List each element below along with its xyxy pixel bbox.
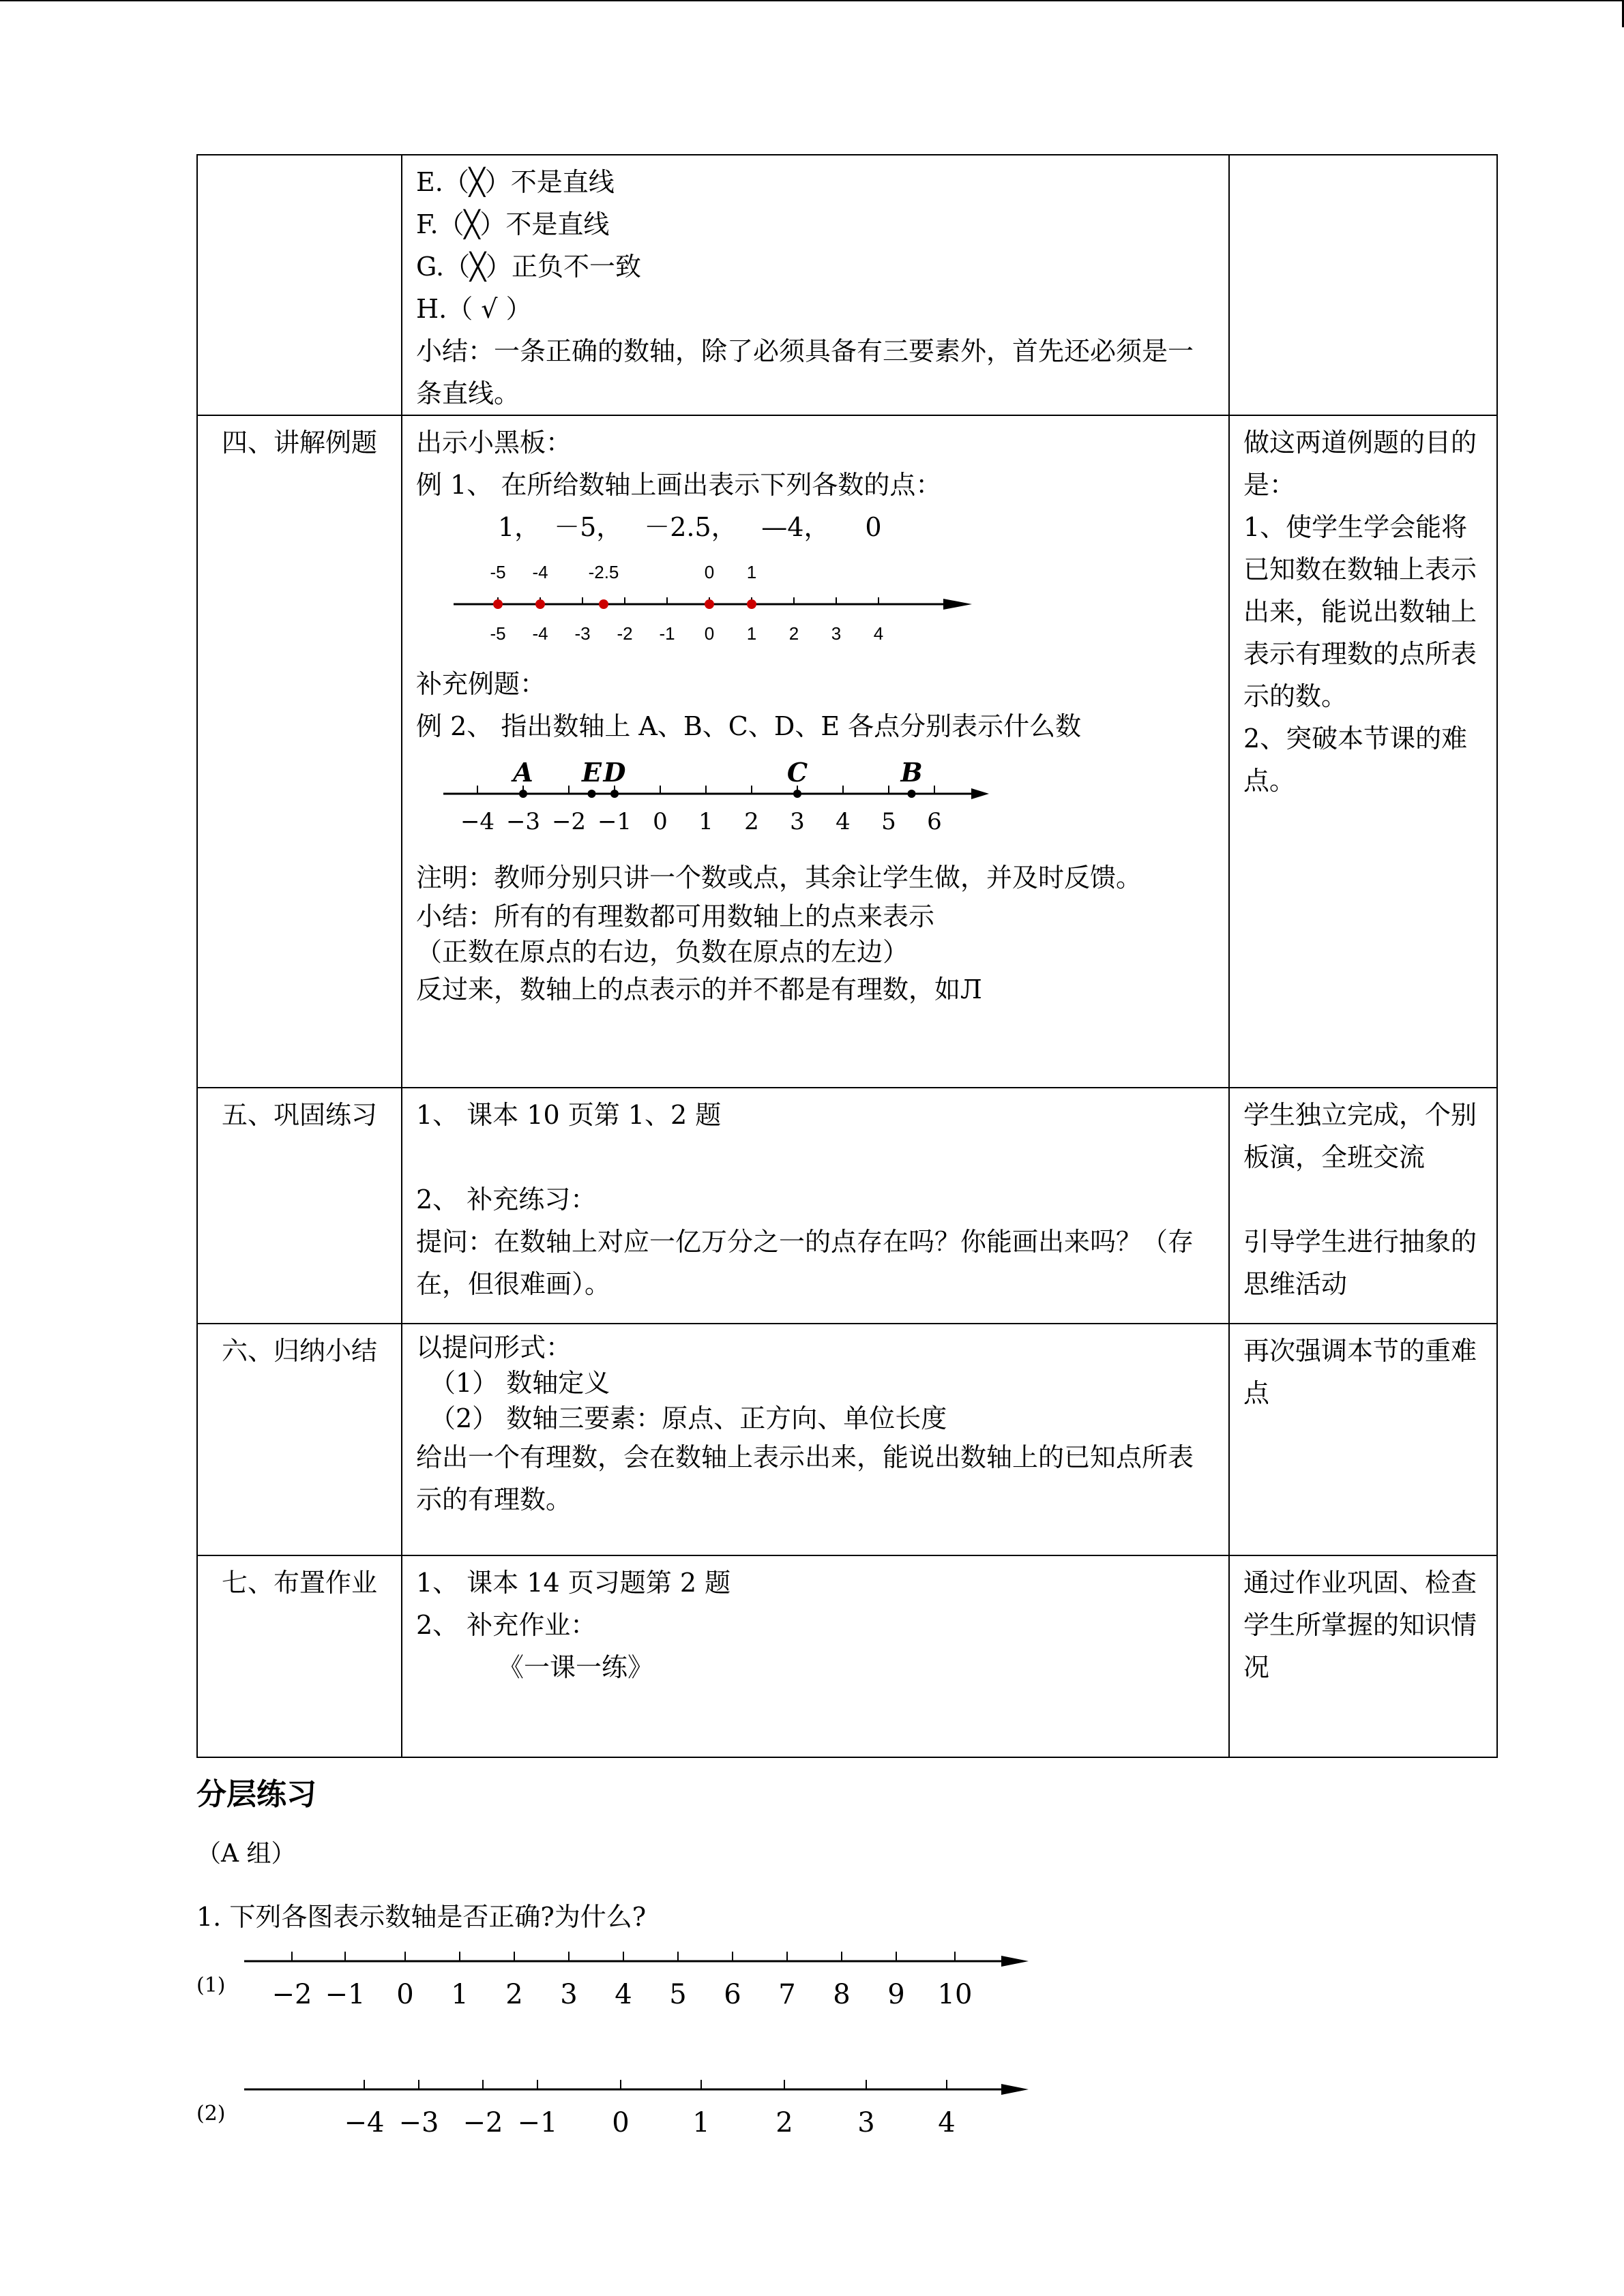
- given-number: 0: [865, 512, 882, 542]
- content-cell: [402, 1088, 1229, 1324]
- lesson-plan-table: [196, 154, 1498, 1758]
- example-2-title: 例 2、 指出数轴上 A、B、C、D、E 各点分别表示什么数: [416, 711, 1082, 741]
- note-cell: [1229, 1555, 1497, 1757]
- content-cell: [402, 1324, 1229, 1555]
- content-line: （2） 数轴三要素：原点、正方向、单位长度: [430, 1403, 947, 1433]
- tick-label: 1: [746, 623, 757, 644]
- point-label: 1: [746, 562, 757, 582]
- note-cell: [1229, 415, 1497, 1088]
- group-label: （A 组）: [196, 1840, 296, 1868]
- tick-label: 6: [724, 1979, 741, 2010]
- content-line: 提问：在数轴上对应一亿万分之一的点存在吗？你能画出来吗？（存在，但很难画）。: [416, 1227, 1194, 1299]
- arrow-head: [971, 788, 989, 799]
- tick-label: -1: [659, 623, 675, 644]
- tick-label: −4: [344, 2107, 385, 2138]
- note-line: 再次强调本节的重难点: [1243, 1336, 1477, 1408]
- given-number: —4，: [761, 512, 830, 542]
- arrow-head: [943, 599, 972, 610]
- tick-label: −2: [271, 1979, 312, 2010]
- option-h: H.（ √ ）: [416, 294, 532, 324]
- data-point: [610, 790, 619, 798]
- given-number: 1，: [498, 512, 541, 542]
- tick-label: 3: [560, 1979, 578, 2010]
- summary-text: 小结：一条正确的数轴，除了必须具备有三要素外，首先还必须是一条直线。: [416, 336, 1194, 408]
- table-row-practice: [197, 1088, 1497, 1324]
- point-letter: E: [582, 757, 602, 788]
- data-point: [535, 599, 545, 609]
- figure-label: (2): [196, 2102, 226, 2126]
- number-line-example-2: [423, 747, 989, 850]
- tick-label: −2: [462, 2107, 503, 2138]
- tick-label: 10: [937, 1979, 973, 2010]
- tick-label: -3: [574, 623, 591, 644]
- tick-label: 1: [698, 808, 713, 835]
- number-line-figure-1: [224, 1942, 1076, 2024]
- data-point: [599, 599, 608, 609]
- tick-label: 8: [833, 1979, 851, 2010]
- point-label: 0: [704, 562, 715, 582]
- table-row-summary: [197, 1324, 1497, 1555]
- point-letter: B: [900, 757, 923, 788]
- tick-label: -5: [490, 623, 506, 644]
- content-line: 给出一个有理数，会在数轴上表示出来，能说出数轴上的已知点所表示的有理数。: [416, 1442, 1194, 1515]
- tick-label: −3: [398, 2107, 439, 2138]
- note-text: 注明：教师分别只讲一个数或点，其余让学生做，并及时反馈。: [416, 863, 1142, 893]
- table-row-homework: [197, 1555, 1497, 1757]
- tick-label: 3: [831, 623, 842, 644]
- data-point: [588, 790, 596, 798]
- note-line: 2、突破本节课的难点。: [1243, 724, 1468, 796]
- tick-label: 2: [505, 1979, 523, 2010]
- tick-label: −1: [597, 808, 632, 835]
- arrow-head: [1001, 1956, 1029, 1967]
- data-point: [793, 790, 801, 798]
- tick-label: 2: [776, 2107, 793, 2138]
- tick-label: 4: [873, 623, 884, 644]
- content-cell: [402, 415, 1229, 1088]
- note-cell: [1229, 155, 1497, 415]
- note-line: 1、使学生学会能将已知数在数轴上表示出来，能说出数轴上表示有理数的点所表示的数。: [1243, 512, 1477, 711]
- content-line: 补充例题：: [416, 669, 546, 699]
- tick-label: 5: [669, 1979, 687, 2010]
- content-line: 《一课一练》: [498, 1652, 654, 1682]
- example-1-title: 例 1、 在所给数轴上画出表示下列各数的点：: [416, 470, 942, 500]
- point-label: -5: [490, 562, 506, 582]
- top-border-line: [0, 0, 1624, 1]
- content-line: 1、 课本 10 页第 1、2 题: [416, 1100, 722, 1130]
- note-cell: [1229, 1088, 1497, 1324]
- point-letter: C: [786, 757, 808, 788]
- summary-text: 反过来，数轴上的点表示的并不都是有理数，如Л: [416, 974, 982, 1004]
- number-line-figure-2: [224, 2070, 1076, 2152]
- content-line: 以提问形式：: [416, 1332, 572, 1362]
- tick-label: 0: [396, 1979, 414, 2010]
- section-title: 六、归纳小结: [197, 1324, 402, 1555]
- given-numbers: [416, 506, 1215, 548]
- tick-label: 2: [744, 808, 759, 835]
- tick-label: −1: [325, 1979, 366, 2010]
- tick-label: 4: [836, 808, 851, 835]
- tick-label: 3: [857, 2107, 875, 2138]
- tick-label: 5: [881, 808, 896, 835]
- tick-label: 1: [692, 2107, 710, 2138]
- section-title: 四、讲解例题: [197, 415, 402, 1088]
- content-line: 出示小黑板：: [416, 428, 572, 458]
- data-point: [519, 790, 527, 798]
- table-row-examples: [197, 415, 1497, 1088]
- content-line: 2、 补充练习：: [416, 1184, 597, 1214]
- content-line: 1、 课本 14 页习题第 2 题: [416, 1568, 731, 1598]
- tick-label: -2: [617, 623, 633, 644]
- arrow-head: [1001, 2084, 1029, 2095]
- tick-label: −3: [505, 808, 541, 835]
- note-line: 学生独立完成，个别板演，全班交流: [1243, 1100, 1477, 1172]
- tick-label: -4: [532, 623, 548, 644]
- tick-label: 0: [612, 2107, 630, 2138]
- tick-label: 2: [788, 623, 799, 644]
- tick-label: 4: [938, 2107, 956, 2138]
- figure-label: (1): [196, 1973, 226, 1997]
- option-g: G.（╳）正负不一致: [416, 252, 641, 282]
- summary-text: 小结：所有的有理数都可用数轴上的点来表示: [416, 901, 935, 931]
- note-cell: [1229, 1324, 1497, 1555]
- content-cell: [402, 155, 1229, 415]
- data-point: [493, 599, 503, 609]
- question-1: 1. 下列各图表示数轴是否正确?为什么?: [196, 1902, 647, 1932]
- section-title: 七、布置作业: [197, 1555, 402, 1757]
- note-line: 通过作业巩固、检查学生所掌握的知识情况: [1243, 1568, 1477, 1682]
- point-label: -4: [532, 562, 548, 582]
- option-f: F.（╳）不是直线: [416, 209, 610, 239]
- note-line: 引导学生进行抽象的思维活动: [1243, 1227, 1477, 1299]
- number-line-example-1: [454, 548, 1013, 651]
- given-number: －2.5，: [644, 512, 737, 542]
- point-letter: D: [603, 757, 626, 788]
- tick-label: 9: [887, 1979, 905, 2010]
- data-point: [908, 790, 916, 798]
- data-point: [747, 599, 756, 609]
- tick-label: −1: [517, 2107, 558, 2138]
- table-row-continuation: [197, 155, 1497, 415]
- content-line: 2、 补充作业：: [416, 1610, 597, 1640]
- tick-label: 4: [615, 1979, 632, 2010]
- summary-text: （正数在原点的右边，负数在原点的左边）: [416, 937, 909, 967]
- given-number: －5，: [554, 512, 623, 542]
- tick-label: −4: [460, 808, 495, 835]
- data-point: [705, 599, 714, 609]
- tick-label: 3: [790, 808, 805, 835]
- option-e: E.（╳）不是直线: [416, 167, 615, 197]
- content-line: （1） 数轴定义: [430, 1368, 610, 1398]
- layered-practice-title: 分层练习: [196, 1777, 316, 1812]
- tick-label: 1: [451, 1979, 469, 2010]
- section-title: 五、巩固练习: [197, 1088, 402, 1324]
- tick-label: 7: [778, 1979, 796, 2010]
- note-line: 做这两道例题的目的是：: [1243, 428, 1477, 500]
- tick-label: 0: [704, 623, 715, 644]
- tick-label: 0: [653, 808, 668, 835]
- tick-label: −2: [551, 808, 587, 835]
- point-letter: A: [513, 757, 533, 788]
- content-cell: [402, 1555, 1229, 1757]
- point-label: -2.5: [588, 562, 619, 582]
- tick-label: 6: [927, 808, 942, 835]
- section-cell: [197, 155, 402, 415]
